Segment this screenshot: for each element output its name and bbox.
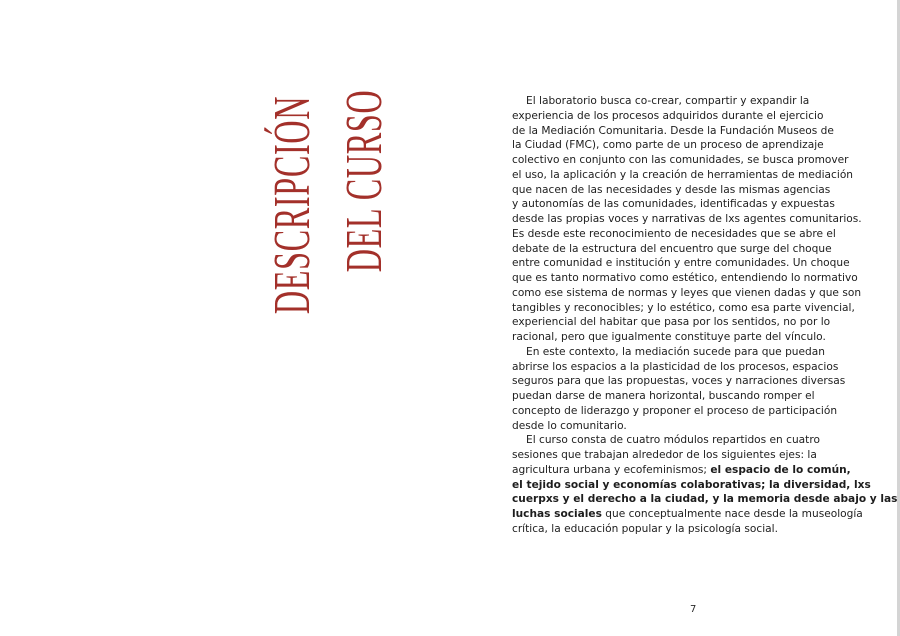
paragraph-line: abrirse los espacios a la plasticidad de los procesos, espacios <box>512 360 839 373</box>
paragraph-line: experiencia de los procesos adquiridos durante el ejercicio <box>512 109 824 122</box>
text-bold: cuerpxs y el derecho a la ciudad, y la memoria desde abajo y las <box>512 493 898 506</box>
paragraph-line: racional, pero que igualmente constituye parte del vínculo. <box>512 331 826 343</box>
paragraph-line: de la Mediación Comunitaria. Desde la Fundación Museos de <box>512 124 834 137</box>
text-normal: agricultura urbana y ecofeminismos; <box>512 463 711 476</box>
page-number: 7 <box>690 604 697 615</box>
paragraph-line: desde lo comunitario. <box>512 419 627 432</box>
text-bold: luchas sociales <box>512 508 602 520</box>
text-normal: que conceptualmente nace desde la museología <box>601 508 863 520</box>
paragraph-line <box>512 478 871 493</box>
paragraph-line: la Ciudad (FMC), como parte de un proceso de aprendizaje <box>512 139 824 152</box>
paragraph-line: tangibles y reconocibles; y lo estético, como esa parte vivencial, <box>512 301 855 314</box>
paragraph-line: el uso, la aplicación y la creación de herramientas de mediación <box>512 168 854 181</box>
title-line-del-curso: DEL CURSO <box>336 89 393 273</box>
paragraph-line: que nacen de las necesidades y desde las mismas agencias <box>512 183 831 196</box>
paragraph-line: que es tanto normativo como estético, entendiendo lo normativo <box>512 272 858 284</box>
paragraph-line: desde las propias voces y narrativas de lxs agentes comunitarios. <box>512 213 862 225</box>
paragraph-line: concepto de liderazgo y proponer el proceso de participación <box>512 404 838 417</box>
paragraph-line: colectivo en conjunto con las comunidades, se busca promover <box>512 154 849 166</box>
paragraph-line: En este contexto, la mediación sucede para que puedan <box>526 345 825 358</box>
paragraph-line <box>512 507 863 522</box>
body-text <box>512 94 898 537</box>
paragraph-line: puedan darse de manera horizontal, buscando romper el <box>512 390 815 402</box>
text-bold: el espacio de lo común, <box>710 463 851 476</box>
title-line-descripcion: DESCRIPCIÓN <box>264 95 321 315</box>
paragraph-line: y autonomías de las comunidades, identificadas y expuestas <box>512 198 835 211</box>
paragraph-line: debate de la estructura del encuentro que surge del choque <box>512 242 832 255</box>
paragraph-line: crítica, la educación popular y la psicología social. <box>512 522 778 535</box>
paragraph-line: El laboratorio busca co-crear, compartir y expandir la <box>526 95 810 107</box>
paragraph-line: El curso consta de cuatro módulos repartidos en cuatro <box>526 434 820 447</box>
text-bold: el tejido social y economías colaborativas; la diversidad, lxs <box>512 478 871 491</box>
paragraph-line: Es desde este reconocimiento de necesidades que se abre el <box>512 227 836 240</box>
paragraph-line: sesiones que trabajan alrededor de los siguientes ejes: la <box>512 449 817 461</box>
paragraph-line: seguros para que las propuestas, voces y narraciones diversas <box>512 375 846 388</box>
paragraph-line <box>512 463 851 478</box>
paragraph-line <box>512 492 898 507</box>
paragraph-line: experiencial del habitar que pasa por los sentidos, no por lo <box>512 316 831 329</box>
paragraph-line: como ese sistema de normas y leyes que vienen dadas y que son <box>512 286 862 299</box>
paragraph-line: entre comunidad e institución y entre comunidades. Un choque <box>512 257 850 270</box>
